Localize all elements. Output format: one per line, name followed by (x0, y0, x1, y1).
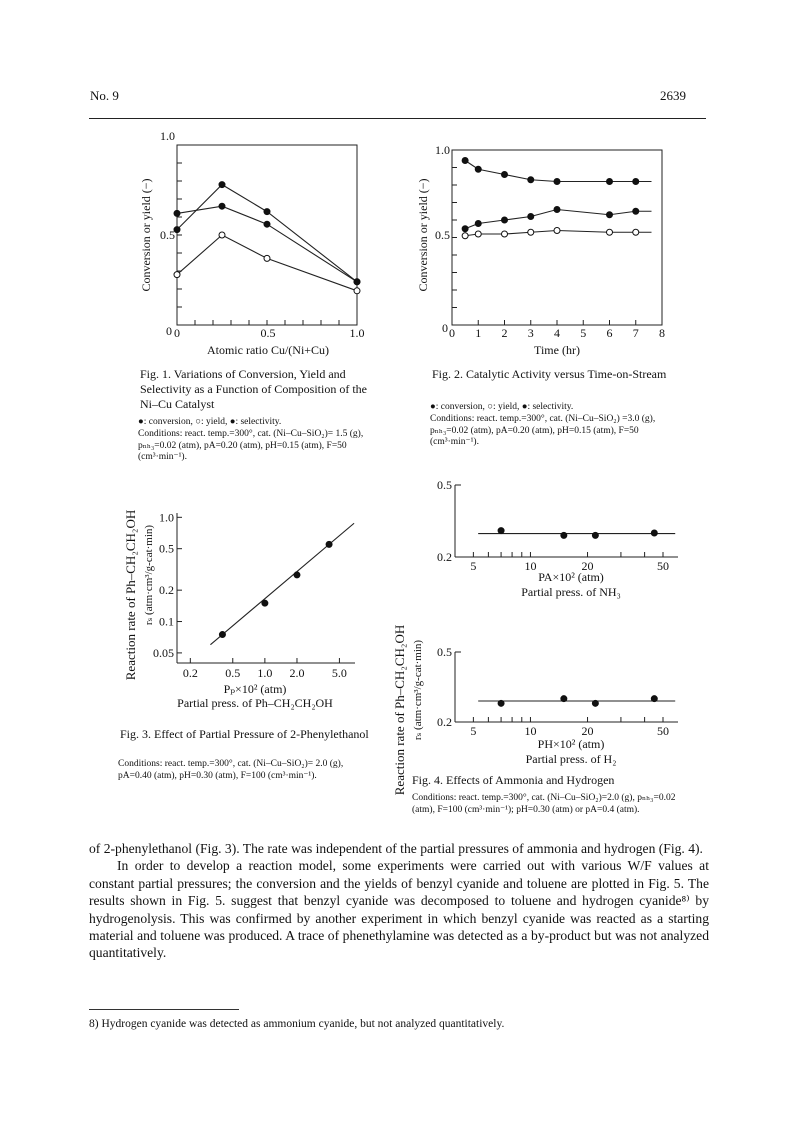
fig1-series-yield-point (174, 272, 180, 278)
fig2-chart (415, 130, 680, 360)
fig1-ylabel: Conversion or yield (−) (139, 178, 153, 292)
fig3-ytick-label: 0.1 (159, 614, 174, 629)
fig3-ytick-label: 0.5 (159, 541, 174, 556)
filled-circle-icon: ● (521, 402, 528, 412)
filled-circle-icon: ● (229, 417, 236, 427)
fig1-series-yield-point (354, 288, 360, 294)
fig4-ytick-label: 0.2 (437, 715, 452, 729)
fig2-ytick-top: 1.0 (435, 143, 450, 157)
fig2-xtick-label: 6 (606, 326, 613, 340)
fig2-ylabel: Conversion or yield (−) (416, 178, 430, 292)
filled-circle-icon: ● (138, 417, 144, 427)
fig2-series-yield-point (462, 233, 468, 239)
fig1-plot-frame (177, 145, 357, 325)
fig3-ytick-label: 1.0 (159, 510, 174, 525)
fig4-xtick-label: 5 (470, 724, 477, 738)
fig1-series-selectivity-point (174, 210, 180, 216)
fig2-series-conversion-point (502, 172, 508, 178)
fig3-caption: Fig. 3. Effect of Partial Pressure of 2-Phenylethanol (120, 727, 369, 741)
body-text (89, 840, 709, 962)
fig2-plot-frame (452, 150, 662, 325)
fig3-ylabel-units: rₛ (atm·cm³/g-cat·min) (143, 524, 155, 626)
fig2-xtick-label: 1 (475, 326, 482, 340)
fig1-legend-selectivity: : selectivity. (235, 417, 282, 427)
fig3-xtick-label: 0.5 (225, 666, 241, 680)
fig1-caption: Fig. 1. Variations of Conversion, Yield and Selectivity as a Function of Composition of the Ni–Cu Catalyst (140, 367, 367, 411)
fig2-series-conversion-point (607, 179, 613, 185)
fig2-ytick-zero: 0 (442, 321, 448, 335)
fig1-xlabel: Atomic ratio Cu/(Ni+Cu) (206, 343, 330, 357)
fig2-series-yield-point (633, 229, 639, 235)
fig2-xtick-label: 7 (632, 326, 639, 340)
fig3-xtick-label: 0.2 (182, 666, 198, 680)
fig1-series-yield-point (264, 255, 270, 261)
fig4-xtick-label: 50 (656, 724, 669, 738)
fig4-data-point (592, 700, 598, 706)
fig4-data-point (498, 700, 504, 706)
fig4-top-xlabel-1: PA×10² (atm) (538, 570, 604, 584)
fig4-ylabel: Reaction rate of Ph–CH₂CH₂OH (392, 624, 407, 796)
fig4-xtick-label: 20 (581, 724, 594, 738)
fig1-legend-conversion: : conversion, (143, 417, 193, 427)
page-number: 2639 (660, 88, 686, 103)
fig3-ylabel: Reaction rate of Ph–CH₂CH₂OH (123, 509, 138, 681)
fig1-conditions: Conditions: react. temp.=300°, cat. (Ni–Cu–SiO₂)= 1.5 (g), pₙₕ₃=0.02 (atm), pA=0.20 (atm), pH=0.15 (atm), F=50 (cm³·min⁻¹). (138, 429, 364, 462)
fig4-bottom-xlabel-1: PH×10² (atm) (537, 737, 605, 751)
fig4-xtick-label: 20 (581, 559, 594, 573)
fig1-legend (138, 417, 378, 429)
fig2-xlabel: Time (hr) (534, 343, 580, 357)
fig1-xtick-1: 0.5 (260, 326, 276, 340)
fig2-series-selectivity-point (528, 214, 534, 220)
fig2-legend-selectivity: : selectivity. (527, 402, 574, 412)
fig2-legend (430, 402, 685, 414)
fig2-xtick-label: 0 (449, 326, 455, 340)
fig2-xtick-label: 4 (554, 326, 560, 340)
fig4-xtick-label: 10 (524, 724, 537, 738)
fig4-ytick-label: 0.5 (437, 645, 452, 659)
fig3-xlabel-1: Pₚ×10² (atm) (223, 682, 287, 696)
fig3-conditions: Conditions: react. temp.=300°, cat. (Ni–Cu–SiO₂)= 2.0 (g), pA=0.40 (atm), pH=0.30 (atm), F=100 (cm³·min⁻¹). (118, 759, 344, 781)
fig2-xtick-label: 5 (580, 326, 587, 340)
fig2-series-conversion-point (462, 158, 468, 164)
fig2-series-selectivity-point (462, 226, 468, 232)
fig3-xtick-label: 5.0 (331, 666, 347, 680)
open-circle-icon: ○ (195, 417, 201, 427)
fig2-series-conversion-point (475, 166, 481, 172)
fig3-data-point (326, 541, 332, 547)
fig1-xtick-0: 0 (174, 326, 180, 340)
fig1-series-selectivity-point (264, 221, 270, 227)
fig2-caption: Fig. 2. Catalytic Activity versus Time-on-Stream (432, 367, 667, 381)
fig3-xtick-label: 1.0 (257, 666, 273, 680)
fig2-series-selectivity-point (502, 217, 508, 223)
fig4-xtick-label: 10 (524, 559, 537, 573)
fig2-series-yield-point (554, 228, 560, 234)
body-paragraph-1: of 2-phenylethanol (Fig. 3). The rate was independent of the partial pressures of ammonia and hydrogen (Fig. 4). (89, 841, 703, 856)
fig2-xtick-label: 8 (659, 326, 665, 340)
fig4-caption: Fig. 4. Effects of Ammonia and Hydrogen (412, 773, 615, 787)
fig2-xtick-label: 3 (527, 326, 534, 340)
fig2-series-conversion-point (528, 177, 534, 183)
fig1-xtick-2: 1.0 (349, 326, 365, 340)
fig4-data-point (592, 532, 598, 538)
fig4-ytick-label: 0.2 (437, 550, 452, 564)
fig1-series-selectivity-line (177, 206, 357, 282)
fig2-series-yield-point (475, 231, 481, 237)
fig2-series-selectivity-point (633, 208, 639, 214)
fig1-series-selectivity-point (219, 203, 225, 209)
fig2-series-conversion-point (554, 179, 560, 185)
fig3-xlabel-2: Partial press. of Ph–CH₂CH₂OH (177, 696, 333, 710)
fig1-series-yield-line (177, 235, 357, 291)
fig2-series-yield-point (502, 231, 508, 237)
fig4-ytick-label: 0.5 (437, 478, 452, 492)
fig2-ytick-mid: 0.5 (435, 228, 450, 242)
fig2-series-yield-point (607, 229, 613, 235)
fig1-legend-yield: : yield, (200, 417, 228, 427)
fig4-data-point (498, 528, 504, 534)
fig1-ytick-zero: 0 (166, 324, 172, 338)
fig4-xtick-label: 50 (656, 559, 669, 573)
fig4-bottom-xlabel-2: Partial press. of H₂ (525, 752, 617, 766)
fig4-ylabel-units: rₛ (atm·cm³/g-cat·min) (412, 639, 424, 741)
fig2-series-selectivity-point (554, 207, 560, 213)
body-paragraph-2: In order to develop a reaction model, some experiments were carried out with various W/F values at constant partial pressures; the conversion and the yields of benzyl cyanide and toluene are plotted in Fig. 5. The results shown in Fig. 5. suggest that benzyl cyanide was decomposed to toluene and hydrogen cyanide⁸⁾ by hydrogenolysis. This was confirmed by another experiment in which benzyl cyanide was reacted as a starting material and toluene was produced. A trace of phenethylamine was detected as a by-product but was not analyzed quantitatively. (89, 858, 709, 961)
footnote: 8) Hydrogen cyanide was detected as ammonium cyanide, but not analyzed quantitatively. (89, 1018, 505, 1030)
fig4-data-point (651, 530, 657, 536)
fig1-ytick-mid: 0.5 (160, 228, 175, 242)
fig2-series-selectivity-point (607, 212, 613, 218)
fig1-series-yield-point (219, 232, 225, 238)
fig1-chart (120, 130, 380, 360)
footnote-rule (89, 1009, 239, 1010)
open-circle-icon: ○ (487, 402, 493, 412)
fig3-ytick-label: 0.2 (159, 583, 174, 598)
fig4-top-xlabel-2: Partial press. of NH₃ (521, 585, 621, 599)
fig1-series-conversion-point (219, 182, 225, 188)
fig3-chart (115, 495, 375, 715)
fig2-legend-conversion: : conversion, (435, 402, 485, 412)
fig3-data-point (262, 600, 268, 606)
fig3-ytick-label: 0.05 (153, 645, 174, 660)
fig3-xtick-label: 2.0 (289, 666, 305, 680)
fig4-xtick-label: 5 (470, 559, 477, 573)
fig2-conditions: Conditions: react. temp.=300°, cat. (Ni–Cu–SiO₂) =3.0 (g), pₙₕ₃=0.02 (atm), pA=0.20 (atm), pH=0.15 (atm), F=50 (cm³·min⁻¹). (430, 414, 656, 447)
fig2-xtick-label: 2 (501, 326, 508, 340)
fig2-legend-yield: : yield, (492, 402, 520, 412)
fig3-data-point (219, 632, 225, 638)
fig1-series-selectivity-point (354, 279, 360, 285)
header-rule (89, 118, 706, 119)
fig1-series-conversion-point (264, 209, 270, 215)
fig2-series-yield-point (528, 229, 534, 235)
fig3-data-point (294, 572, 300, 578)
fig1-ytick-top: 1.0 (160, 129, 175, 143)
fig4-data-point (561, 696, 567, 702)
fig3-fit-line (210, 523, 354, 644)
fig2-series-conversion-point (633, 179, 639, 185)
filled-circle-icon: ● (430, 402, 436, 412)
fig4-conditions: Conditions: react. temp.=300°, cat. (Ni–Cu–SiO₂)=2.0 (g), pₙₕ₃=0.02 (atm), F=100 (cm³·min⁻¹); pH=0.30 (atm) or pA=0.4 (atm). (412, 793, 676, 815)
fig4-data-point (561, 532, 567, 538)
fig4-data-point (651, 696, 657, 702)
fig1-series-conversion-line (177, 185, 357, 282)
fig2-series-selectivity-point (475, 221, 481, 227)
journal-issue: No. 9 (90, 88, 119, 103)
